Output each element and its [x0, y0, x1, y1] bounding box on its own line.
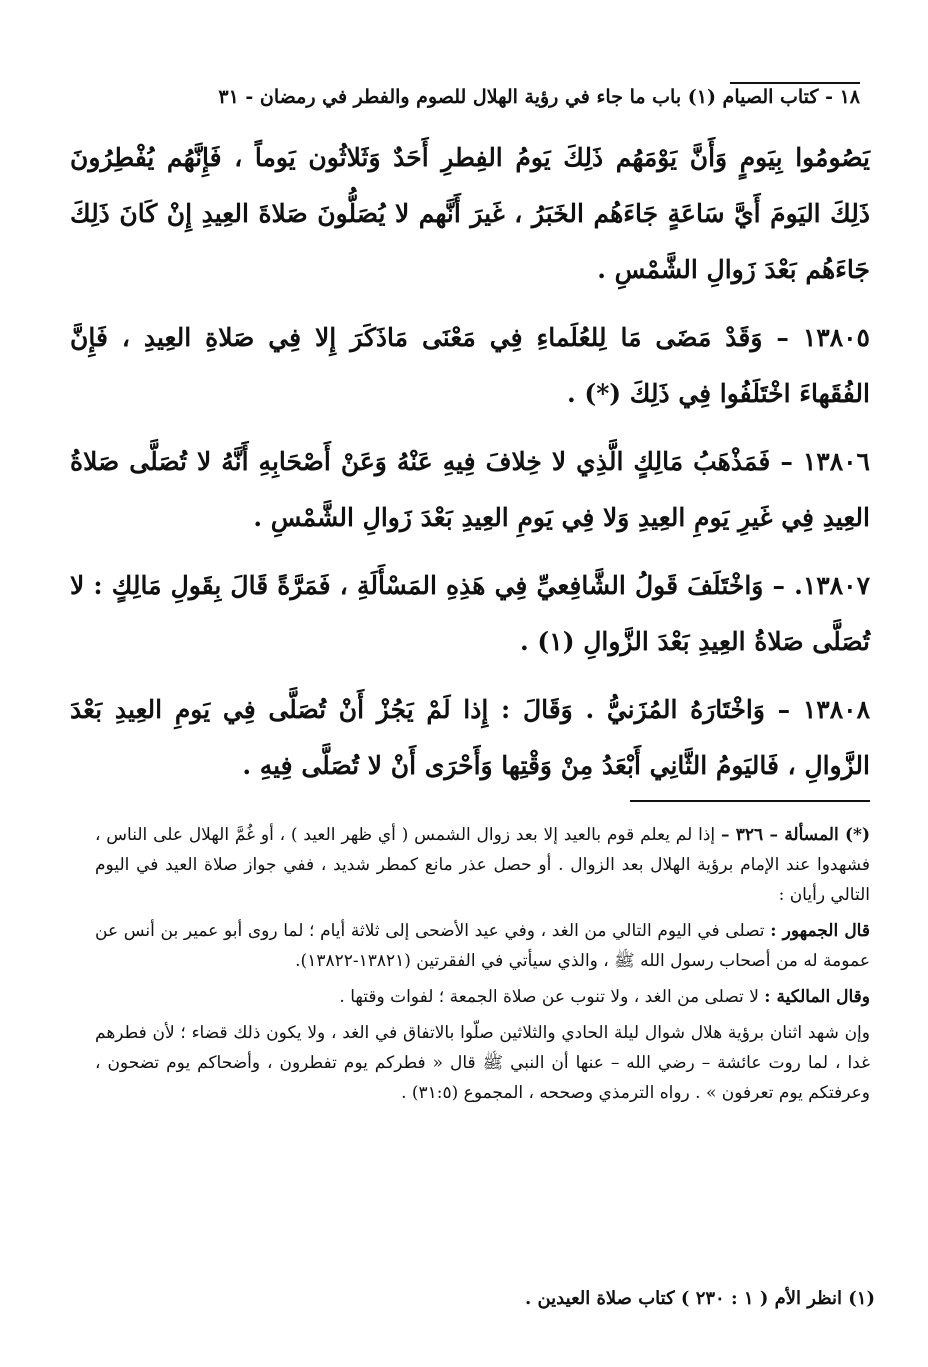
paragraph-continued [70, 130, 870, 298]
paragraph-number: ١٣٨٠٧. – [772, 571, 870, 600]
note-shawwal [95, 1018, 870, 1108]
note-label: قال الجمهور : [770, 921, 870, 941]
running-title: ١٨ - كتاب الصيام (١) باب ما جاء في رؤية الهلال للصوم والفطر في رمضان - ٣١ [218, 86, 860, 108]
note-label: (*) المسألة – ٣٢٦ – [720, 825, 870, 845]
paragraph-text: وَاخْتَلَفَ قَولُ الشَّافِعيِّ فِي هَذِهِ المَسْأَلَةِ ، فَمَرَّةً قَالَ بِقَولِ مَالِكٍ : لا تُصَلَّى صَلاةُ العِيدِ بَعْدَ الزَّوالِ (١) . [70, 571, 870, 656]
note-masala [95, 820, 870, 910]
page-header [90, 72, 860, 108]
header-rule [730, 82, 860, 84]
notes-separator [630, 800, 870, 802]
commentary-notes [95, 820, 870, 1114]
paragraph-13808 [70, 682, 870, 794]
paragraph-text: وَاخْتَارَهُ المُزَنيُّ . وَقَالَ : إِذا لَمْ يَجُزْ أَنْ تُصَلَّى فِي يَومِ العِيدِ بَعْدَ الزَّوالِ ، فَاليَومُ الثَّانِي أَبْعَدُ مِنْ وَقْتِها وَأَحْرَى أَنْ لا تُصَلَّى فِيهِ . [70, 695, 870, 780]
paragraph-text: وَقَدْ مَضَى مَا لِلعُلَماءِ فِي مَعْنَى مَاذَكَرَ إِلا فِي صَلاةِ العِيدِ ، فَإِنَّ الفُقَهاءَ اخْتَلَفُوا فِي ذَلِكَ (*) . [70, 323, 870, 408]
paragraph-13806 [70, 434, 870, 546]
note-text: تصلى في اليوم التالي من الغد ، وفي عيد الأضحى إلى ثلاثة أيام ؛ لما روى أبو عمير بن أنس عن عمومة له من أصحاب رسول الله ﷺ ، والذي سيأتي في الفقرتين (١٣٨٢١-١٣٨٢٢). [95, 921, 870, 971]
note-text: لا تصلى من الغد ، ولا تنوب عن صلاة الجمعة ؛ لفوات وقتها . [339, 987, 759, 1007]
note-label: وقال المالكية : [764, 987, 870, 1007]
footnote [95, 1284, 875, 1314]
main-text [70, 130, 870, 806]
note-malikiyya [95, 982, 870, 1012]
paragraph-13807 [70, 558, 870, 670]
paragraph-text: يَصُومُوا بِيَومٍ وَأَنَّ يَوْمَهُم ذَلِكَ يَومُ الفِطرِ أَحَدٌ وَثَلاثُون يَوماً ، فَإِنَّهُم يُفْطِرُونَ ذَلِكَ اليَومَ أَيَّ سَاعَةٍ جَاءَهُم الخَبَرُ ، غَيرَ أَنَّهم لا يُصَلُّونَ صَلاةَ العِيدِ إِنْ كَانَ ذَلِكَ جَاءَهُم بَعْدَ زَوالِ الشَّمْسِ . [70, 143, 870, 284]
paragraph-text: فَمَذْهَبُ مَالِكٍ الَّذِي لا خِلافَ فِيهِ عَنْهُ وَعَنْ أَصْحَابِهِ أَنَّهُ لا تُصَلَّى صَلاةُ العِيدِ فِي غَيرِ يَومِ العِيدِ وَلا فِي يَومِ العِيدِ بَعْدَ زَوالِ الشَّمْسِ . [70, 447, 870, 532]
note-text: وإن شهد اثنان برؤية هلال شوال ليلة الحادي والثلاثين صلّوا بالاتفاق في الغد ، ولا يكون ذلك قضاء ؛ لأن فطرهم غدا ، لما روت عائشة – رضي الله – عنها أن النبي ﷺ قال « فطركم يوم تفطرون ، وأضحاكم يوم تضحون ، وعرفتكم يوم تعرفون » . رواه الترمذي وصححه ، المجموع (٣١:٥) . [95, 1023, 870, 1103]
note-text: إذا لم يعلم قوم بالعيد إلا بعد زوال الشمس ( أي ظهر العيد ) ، أو غُمَّ الهلال على الناس ، فشهدوا عند الإمام برؤية الهلال بعد الزوال . أو حصل عذر مانع كمطر شديد ، ففي جواز صلاة العيد في اليوم التالي رأيان : [95, 825, 870, 905]
paragraph-number: ١٣٨٠٨ – [777, 695, 870, 724]
paragraph-number: ١٣٨٠٦ – [780, 447, 870, 476]
footnote-text: (١) انظر الأم ( ١ : ٢٣٠ ) كتاب صلاة العيدين . [524, 1288, 875, 1309]
note-jumhur [95, 916, 870, 976]
paragraph-13805 [70, 310, 870, 422]
paragraph-number: ١٣٨٠٥ – [776, 323, 870, 352]
